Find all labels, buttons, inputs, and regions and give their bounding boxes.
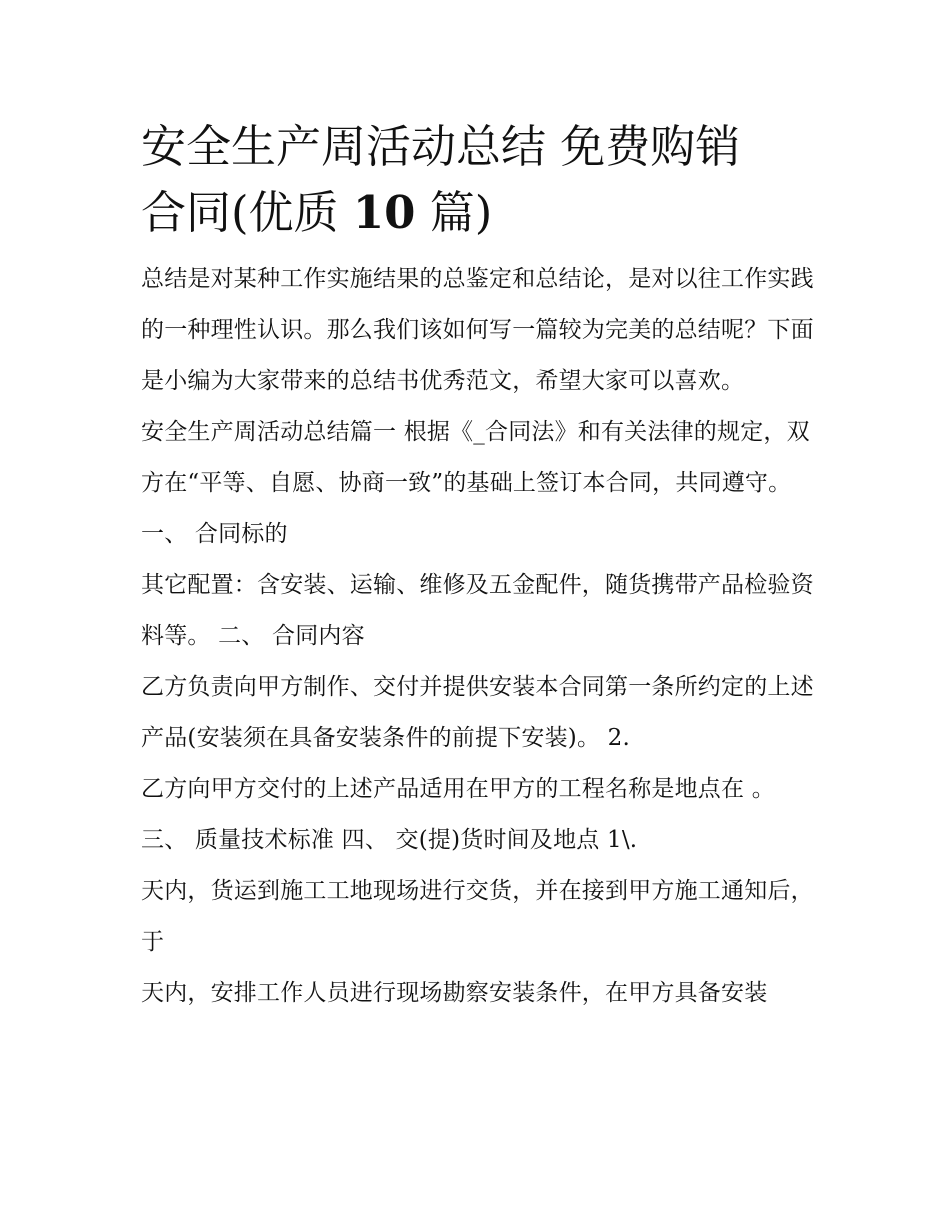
title-line-2-number: 10: [352, 186, 416, 239]
document-body: [141, 114, 821, 1019]
intro-paragraph: 总结是对某种工作实施结果的总鉴定和总结论，是对以往工作实践的一种理性认识。那么我们该如何写一篇较为完美的总结呢？下面是小编为大家带来的总结书优秀范文，希望大家可以喜欢。: [141, 266, 814, 394]
installation-paragraph: 天内，安排工作人员进行现场勘察安装条件，在甲方具备安装: [141, 980, 768, 1006]
contract-preamble-paragraph: 安全生产周活动总结篇一 根据《_合同法》和有关法律的规定，双方在“平等、自愿、协商一致”的基础上签订本合同，共同遵守。 一、 合同标的: [141, 419, 810, 547]
title-line-1: 安全生产周活动总结 免费购销: [141, 120, 741, 173]
other-config-paragraph: 其它配置：含安装、运输、维修及五金配件，随货携带产品检验资料等。 二、 合同内容: [141, 572, 814, 649]
title-line-2-prefix: 合同(优质: [141, 186, 353, 239]
delivery-time-paragraph: 天内，货运到施工工地现场进行交货，并在接到甲方施工通知后，于: [141, 878, 814, 955]
contract-content-paragraph: 乙方负责向甲方制作、交付并提供安装本合同第一条所约定的上述产品(安装须在具备安装条件的前提下安装)。 2.: [141, 674, 814, 751]
delivery-project-paragraph: 乙方向甲方交付的上述产品适用在甲方的工程名称是地点在 。 三、 质量技术标准 四、 交(提)货时间及地点 1\.: [141, 776, 775, 853]
document-title: [141, 114, 821, 246]
title-line-2-suffix: 篇): [415, 186, 493, 239]
